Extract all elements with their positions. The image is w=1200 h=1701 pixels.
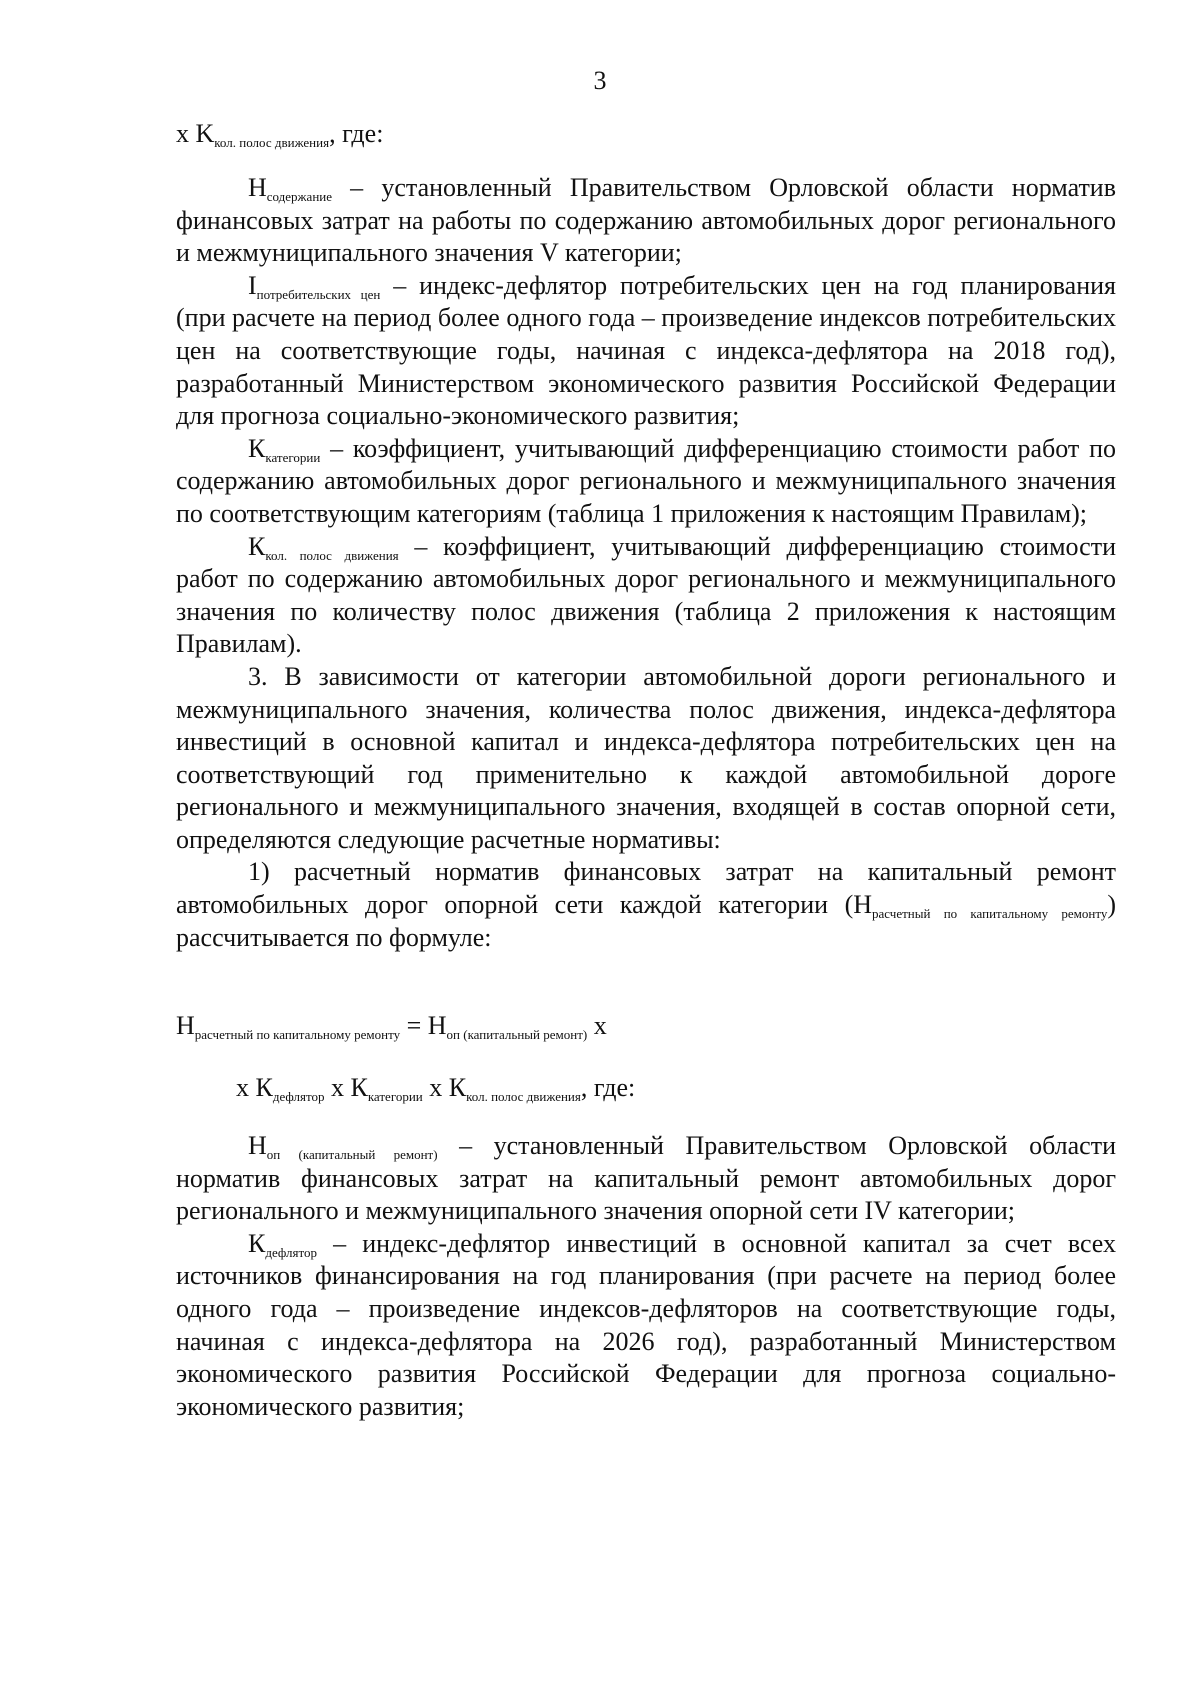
definition-kategorii: $К_{категории}$ – коэффициент, учитывающий дифференциацию стоимости работ по содержанию автомобильных дорог регионального и межмуниципального значения по соответствующим категориям (таблица 1 приложения к настоящим Правилам); bbox=[176, 433, 1116, 528]
definition-soderzhanie: $Н_{содержание}$ – установленный Правительством Орловской области норматив финансовых затрат на работы по содержанию автомобильных дорог регионального и межмуниципального значения V категории; bbox=[176, 173, 1116, 268]
formula-1-tail bbox=[176, 118, 1116, 150]
formula-line: x $К_{дефлятор}$ x $К_{категории}$ x $К_{кол. полос движения}$, где: bbox=[236, 1073, 636, 1104]
formula-2-line-1 bbox=[176, 1010, 1116, 1042]
definition-potreb: $I_{потребительских цен}$ – индекс-дефлятор потребительских цен на год планирования (при расчете на период более одного года – произведение индексов потребительских цен на соответствующие годы, начиная с индекса-дефлятора на 2018 год), разработанный Министерством экономического развития Российской Федерации для прогноза социально-экономического развития; bbox=[176, 270, 1117, 431]
definition-deflator: $К_{дефлятор}$ – индекс-дефлятор инвестиций в основной капитал за счет всех источников финансирования на год планирования (при расчете на период более одного года – произведение индексов-дефляторов на соответствующие годы, начиная с индекса-дефлятора на 2026 год), разработанный Министерством экономического развития Российской Федерации для прогноза социально-экономического развития; bbox=[176, 1228, 1116, 1421]
item-3-1: 1) расчетный норматив финансовых затрат на капитальный ремонт автомобильных дорог опорной сети каждой категории $(Н_{расчетный по капитальному ремонту})$ рассчитывается по формуле: bbox=[176, 857, 1116, 952]
formula-line: $Н_{расчетный по капитальному ремонту} = Н_{оп (капитальный ремонт)}$ x bbox=[176, 1011, 607, 1042]
definitions-block-2 bbox=[176, 1130, 1116, 1423]
definitions-block-1 bbox=[176, 172, 1116, 954]
definition-op: $Н_{оп (капитальный ремонт)}$ – установленный Правительством Орловской области норматив финансовых затрат на капитальный ремонт автомобильных дорог регионального и межмуниципального значения опорной сети IV категории; bbox=[176, 1131, 1117, 1226]
formula-line: x $K_{кол. полос движения}$, где: bbox=[176, 119, 384, 150]
page-number: 3 bbox=[593, 66, 607, 95]
item-3: 3. В зависимости от категории автомобильной дороги регионального и межмуниципального значения, количества полос движения, индекса-дефлятора инвестиций в основной капитал и индекса-дефлятора потребительских цен на соответствующий год применительно к каждой автомобильной дороге регионального и межмуниципального значения, входящей в состав опорной сети, определяются следующие расчетные нормативы: bbox=[176, 661, 1116, 854]
definition-polos: $К_{кол. полос движения}$ – коэффициент, учитывающий дифференциацию стоимости работ по содержанию автомобильных дорог регионального и межмуниципального значения по количеству полос движения (таблица 2 приложения к настоящим Правилам). bbox=[176, 531, 1116, 659]
formula-2-line-2 bbox=[176, 1072, 1116, 1104]
